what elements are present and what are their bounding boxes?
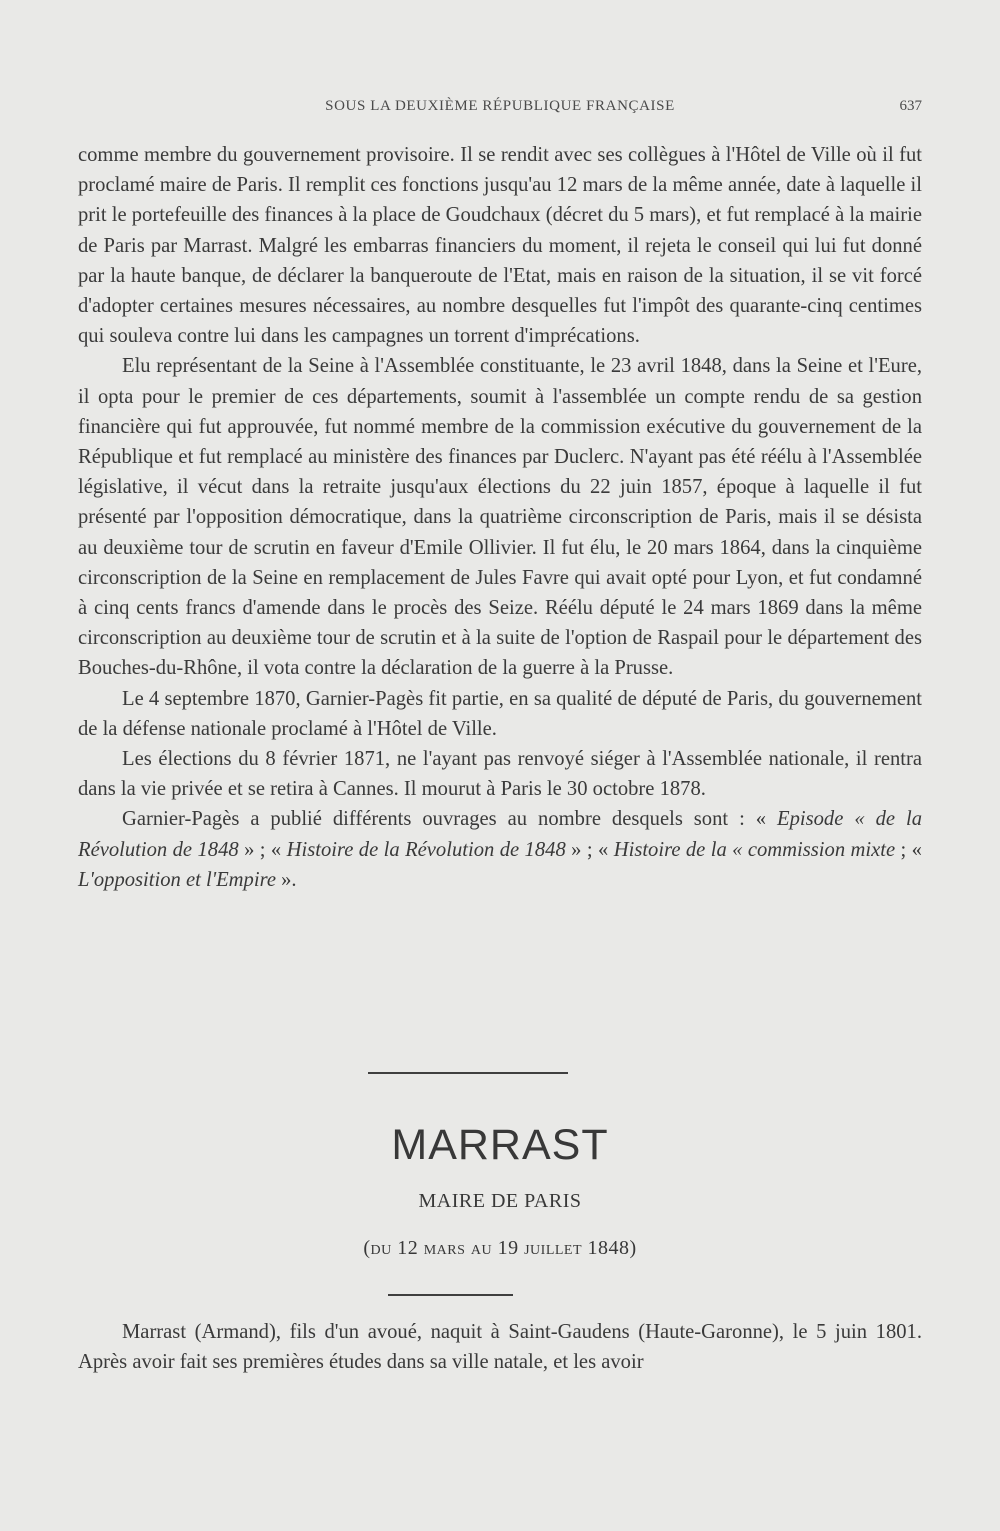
paragraph-works [78,804,922,895]
works-separator: » ; « [565,838,614,861]
work-title-episode: Episode « de la Révolution de 1848 [78,808,922,861]
paragraph-marrast-birth: Marrast (Armand), fils d'un avoué, naquit à Saint-Gaudens (Haute-Garonne), le 5 juin 1801. Après avoir fait ses premières études dans sa ville natale, et les avoir [78,1321,922,1374]
paragraph-september-1870: Le 4 septembre 1870, Garnier-Pagès fit partie, en sa qualité de député de Paris, du gouvernement de la défense nationale proclamé à l'Hôtel de Ville. [78,687,922,740]
works-separator: ; « [895,838,922,861]
paragraph-elections-1871: Les élections du 8 février 1871, ne l'ayant pas renvoyé siéger à l'Assemblée nationale, il rentra dans la vie privée et se retira à Cannes. Il mourut à Paris le 30 octobre 1878. [78,748,922,801]
marrast-text [78,1317,922,1377]
works-outro: ». [275,868,297,891]
section-divider-top [368,1072,568,1074]
paragraph-elected: Elu représentant de la Seine à l'Assemblée constituante, le 23 avril 1848, dans la Seine et l'Eure, il opta pour le premier de ces départements, soumit à l'assemblée un compte rendu de sa gestion financière qui fut approuvée, fut nommé membre de la commission exécutive du gouvernement de la République et fut remplacé au ministère des finances par Duclerc. N'ayant pas été réélu à l'Assemblée législative, il vécut dans la retraite jusqu'aux élections du 22 juin 1857, époque à laquelle il fut présenté par l'opposition démocratique, dans la quatrième circonscription de Paris, mais il se désista au deuxième tour de scrutin en faveur d'Emile Ollivier. Il fut élu, le 20 mars 1864, dans la cinquième circonscription de la Seine en remplacement de Jules Favre qui avait opté pour Lyon, et fut condamné à cinq cents francs d'amende dans le procès des Seize. Réélu député le 24 mars 1869 dans la même circonscription au deuxième tour de scrutin et à la suite de l'option de Raspail pour le département des Bouches-du-Rhône, il vota contre la déclaration de la guerre à la Prusse. [78,355,922,680]
work-title-histoire: Histoire de la Révolution de 1848 [286,838,566,861]
section-dates: (du 12 mars au 19 juillet 1848) [363,1237,637,1259]
paragraph-continuation: comme membre du gouvernement provisoire. Il se rendit avec ses collègues à l'Hôtel de Ville où il fut proclamé maire de Paris. Il remplit ces fonctions jusqu'au 12 mars de la même année, date à laquelle il prit le portefeuille des finances à la place de Goudchaux (décret du 5 mars), et fut remplacé à la mairie de Paris par Marrast. Malgré les embarras financiers du moment, il rejeta le conseil qui lui fut donné par la haute banque, de déclarer la banqueroute de l'Etat, mais en raison de la situation, il se vit forcé d'adopter certaines mesures nécessaires, au nombre desquelles fut l'impôt des quarante-cinq centimes qui souleva contre lui dans les campagnes un torrent d'imprécations. [78,144,922,348]
biography-text [78,140,922,895]
section-name: MARRAST [391,1121,609,1169]
works-intro: Garnier-Pagès a publié différents ouvrages au nombre desquels sont : « [122,808,778,831]
page-number: 637 [899,98,922,114]
section-role: MAIRE DE PARIS [418,1190,582,1212]
running-title: SOUS LA DEUXIÈME RÉPUBLIQUE FRANÇAISE [325,98,675,114]
works-separator: » ; « [238,838,287,861]
section-divider-bottom [388,1294,513,1296]
work-title-opposition: L'opposition et l'Empire [78,868,276,891]
work-title-commission: Histoire de la « commission mixte [613,838,896,861]
running-header [78,98,922,122]
